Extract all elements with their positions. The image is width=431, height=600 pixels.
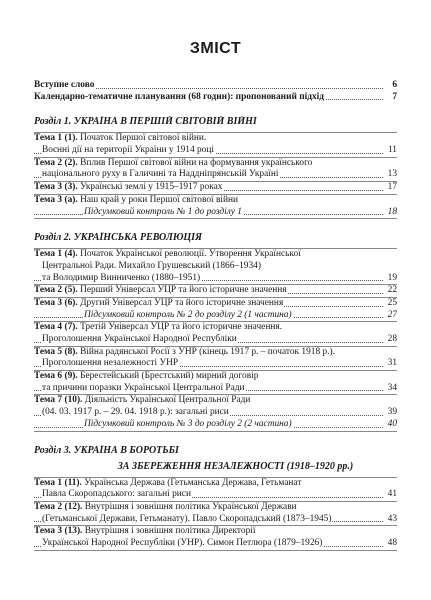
topic-label: Тема 1 (11). <box>34 477 82 488</box>
topic-label: Тема 1 (4). <box>34 249 78 260</box>
topic-title-cont: Воєнні дії на території України у 1914 році <box>42 145 214 156</box>
toc-entry-label: Вступне слово <box>34 80 95 90</box>
toc-entry-s1-t1-cont[interactable] <box>34 145 397 157</box>
topic-title-cont: Проголошення незалежності УНР <box>42 358 179 369</box>
topic-label: Тема 3 (а). <box>34 194 78 205</box>
toc-entry-s2-t4[interactable] <box>34 322 397 334</box>
topic-label: Тема 3 (6). <box>34 297 78 308</box>
table-of-contents <box>34 80 397 551</box>
section-heading-1: Розділ 1. УКРАЇНА В ПЕРШІЙ СВІТОВІЙ ВІЙНІ <box>34 116 257 128</box>
toc-entry-s1-control[interactable] <box>34 207 397 219</box>
topic-title: Діяльність Української Центральної Ради <box>82 395 251 406</box>
toc-entry-s2-t1[interactable] <box>34 249 397 261</box>
toc-page-number: 25 <box>387 297 397 308</box>
toc-page-number: 13 <box>387 169 397 180</box>
section-heading-2: Розділ 2. УКРАЇНСЬКА РЕВОЛЮЦІЯ <box>34 232 202 244</box>
toc-entry-s2-t4-cont[interactable] <box>34 334 397 346</box>
toc-page-number: 43 <box>387 513 397 524</box>
toc-page-number: 18 <box>387 206 397 217</box>
topic-title-cont: національного руху в Галичині та Наддніпрянській Україні <box>42 169 279 180</box>
toc-page-number: 11 <box>387 145 397 156</box>
topic-title-cont: Центральної Ради. Михайло Грушевський (1866–1934) <box>42 260 261 271</box>
topic-title: Берестейський (Брестський) мирний договір <box>77 371 259 382</box>
toc-entry-s3-t3[interactable] <box>34 526 397 538</box>
topic-title: Війна радянської Росії з УНР (кінець 1917 р. – початок 1918 р.). <box>77 346 336 357</box>
control-label: Підсумковий контроль № 2 до розділу 2 (1 частина) <box>84 309 292 320</box>
topic-label: Тема 2 (2). <box>34 157 78 168</box>
topic-title: Третій Універсал УЦР та його історичне значення. <box>77 322 283 333</box>
toc-entry-s3-t3-cont[interactable] <box>34 538 397 550</box>
toc-entry-s1-t1[interactable] <box>34 133 397 145</box>
topic-title-cont: Павла Скоропадського: загальні риси <box>42 489 191 500</box>
topic-title: Вплив Першої світової війни на формування українського <box>77 157 313 168</box>
divider <box>34 550 397 551</box>
topic-title-cont: (Гетьманської Держави, Гетьманату). Павло Скоропадський (1873–1945) <box>42 513 332 524</box>
toc-entry-s2-t2[interactable] <box>34 285 397 297</box>
topic-label: Тема 1 (1). <box>34 133 78 144</box>
toc-entry-s2-t5[interactable] <box>34 347 397 359</box>
toc-page-number: 28 <box>387 334 397 344</box>
topic-title-cont: Української Народної Республіки (УНР). Симон Петлюра (1879–1926) <box>42 537 323 548</box>
toc-entry-s3-t1[interactable] <box>34 478 397 490</box>
toc-entry-s2-t3[interactable] <box>34 298 397 310</box>
topic-label: Тема 4 (7). <box>34 322 78 333</box>
toc-entry-s2-t7[interactable] <box>34 395 397 407</box>
toc-page-number: 41 <box>387 489 397 500</box>
topic-label: Тема 6 (9). <box>34 371 78 382</box>
toc-entry-s1-t3[interactable] <box>34 182 397 194</box>
divider <box>34 431 397 432</box>
toc-page-number: 31 <box>387 358 397 369</box>
toc-entry-s2-t1-cont2[interactable] <box>34 273 397 285</box>
topic-title: Внутрішня і зовнішня політика Директорії <box>82 526 256 537</box>
section-heading-3-subtitle: ЗА ЗБЕРЕЖЕННЯ НЕЗАЛЕЖНОСТІ (1918–1920 рр.) <box>117 460 354 472</box>
toc-entry-s1-t2-cont[interactable] <box>34 169 397 181</box>
toc-page-number: 39 <box>387 407 397 418</box>
toc-entry-s2-t5-cont[interactable] <box>34 358 397 370</box>
topic-label: Тема 7 (10). <box>34 395 83 406</box>
control-label: Підсумковий контроль № 1 до розділу 1 <box>84 206 242 217</box>
topic-title: Внутрішня і зовнішня політика Української Держави <box>82 501 297 512</box>
toc-entry-intro[interactable] <box>34 80 397 92</box>
toc-entry-s3-t2-cont[interactable] <box>34 514 397 526</box>
toc-entry-label: Календарно-тематичне планування (68 годин): пропонований підхід <box>34 91 325 102</box>
topic-label: Тема 3 (3). <box>34 182 78 193</box>
toc-page-number: 48 <box>387 537 397 548</box>
topic-title: Другий Універсал УЦР та його історичне значення <box>77 297 284 308</box>
topic-title: Наш край у роки Першої світової війни <box>77 194 239 205</box>
toc-entry-s3-t1-cont[interactable] <box>34 489 397 501</box>
topic-title: Початок Української революції. Утворення Української <box>77 249 301 260</box>
topic-title: Українська Держава (Гетьманська Держава, Гетьманат <box>81 477 302 488</box>
toc-page-number: 22 <box>387 285 397 296</box>
toc-entry-s3-t2[interactable] <box>34 502 397 514</box>
toc-page-number: 17 <box>387 182 397 193</box>
toc-entry-s1-t2[interactable] <box>34 158 397 170</box>
divider <box>34 218 397 219</box>
topic-title-cont: та Володимир Винниченко (1880–1951) <box>42 272 201 283</box>
topic-title-cont: Проголошення Української Народної Республіки <box>42 334 237 344</box>
toc-page-number: 19 <box>387 272 397 283</box>
topic-label: Тема 3 (13). <box>34 526 83 537</box>
toc-entry-s2-t1-cont[interactable] <box>34 261 397 273</box>
toc-page-number: 34 <box>387 382 397 393</box>
toc-entry-s2-t6[interactable] <box>34 371 397 383</box>
topic-title-cont: (04. 03. 1917 р. – 29. 04. 1918 р.): загальні риси <box>42 407 229 418</box>
topic-title-cont: та причини поразки Української Центральної Ради <box>42 382 245 393</box>
toc-page-number: 27 <box>387 309 397 320</box>
topic-title: Українські землі у 1915–1917 роках <box>77 182 223 193</box>
toc-entry-s2-t7-cont[interactable] <box>34 407 397 419</box>
toc-page-number: 7 <box>392 91 397 102</box>
control-label: Підсумковий контроль № 3 до розділу 2 (2 частина) <box>84 418 292 429</box>
toc-entry-s2-control-1[interactable] <box>34 310 397 322</box>
toc-page-number: 6 <box>392 80 397 90</box>
section-heading-3: Розділ 3. УКРАЇНА В БОРОТЬБІ <box>34 444 179 456</box>
toc-entry-s1-t3a[interactable] <box>34 195 397 207</box>
toc-entry-s2-t6-cont[interactable] <box>34 383 397 395</box>
toc-page-number: 40 <box>387 418 397 429</box>
topic-title: Початок Першої світової війни. <box>77 133 207 144</box>
topic-label: Тема 2 (12). <box>34 501 83 512</box>
topic-label: Тема 2 (5). <box>34 285 78 296</box>
topic-title: Перший Універсал УЦР та його історичне значення <box>77 285 287 296</box>
toc-entry-calendar[interactable] <box>34 92 397 104</box>
topic-label: Тема 5 (8). <box>34 346 78 357</box>
toc-entry-s2-control-2[interactable] <box>34 419 397 431</box>
page-title: ЗМІСТ <box>189 40 242 57</box>
